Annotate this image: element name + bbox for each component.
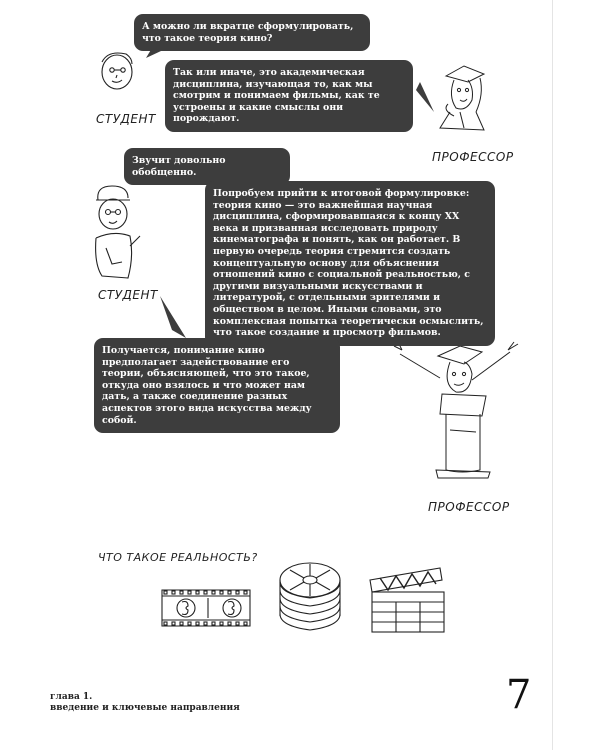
speech-bubble-professor [205,181,495,346]
bubble-text: Звучит довольно обобщенно. [132,155,226,178]
professor-label: ПРОФЕССОР [432,150,514,164]
student-label: СТУДЕНТ [98,288,158,302]
bubble-tail-2 [416,82,434,112]
student-label: СТУДЕНТ [96,112,156,126]
professor-sketch [440,66,484,130]
professor-sketch [394,342,518,478]
question-label: ЧТО ТАКОЕ РЕАЛЬНОСТЬ? [98,551,258,564]
bubble-text: Так или иначе, это академическая дисциплина, изучающая то, как мы смотрим и понимаем фильмы, как те устроены и какие смыслы они порождают. [173,67,380,125]
speech-bubble-student [134,14,370,51]
book-page [36,0,553,750]
student-sketch [102,53,132,89]
chapter-footer [50,692,240,714]
page-number: 7 [506,672,532,718]
professor-label: ПРОФЕССОР [428,500,510,514]
bubble-tail-5 [160,296,186,338]
bubble-text: Получается, понимание кино предполагает задействование его теории, объясняющей, что это такое, откуда оно взялось и что может нам дать, а также соединение разных аспектов этого вида искусства между собой. [102,345,312,426]
chapter-title: введение и ключевые направления [50,703,240,713]
clapperboard-icon [370,568,444,632]
speech-bubble-student [124,148,290,185]
chapter-number: глава 1. [50,692,93,702]
student-sketch [96,186,140,278]
speech-bubble-professor [165,60,413,132]
film-strip-icon [162,590,250,626]
speech-bubble-student [94,338,340,433]
bubble-text: Попробуем прийти к итоговой формулировке: теория кино — это важнейшая научная дисциплина, сформировавшаяся к концу XX века и призванная исследовать природу кинематографа и понять, как он работает. В первую очередь теория стремится создать концептуальную основу для объяснения отношений кино с социальной реальностью, с другими визуальными искусствами и литературой, с отдельными зрителями и обществом в целом. Иными словами, это комплексная попытка теоретически осмыслить, что такое создание и просмотр фильмов. [213,188,484,339]
bubble-text: А можно ли вкратце сформулировать, что такое теория кино? [142,21,354,44]
film-reel-stack-icon [280,563,340,630]
